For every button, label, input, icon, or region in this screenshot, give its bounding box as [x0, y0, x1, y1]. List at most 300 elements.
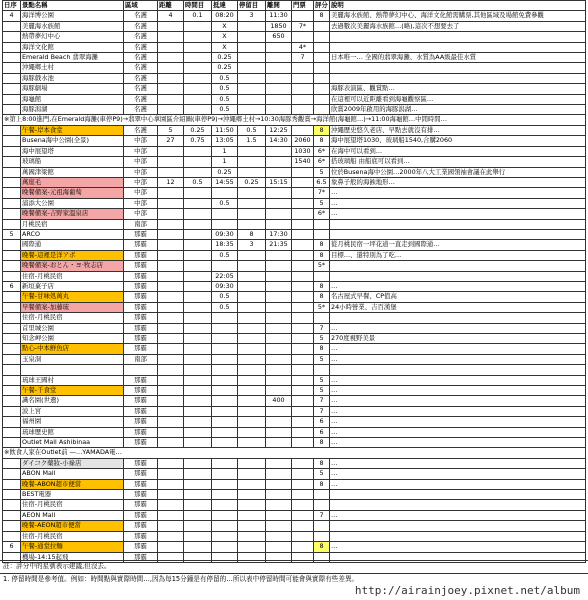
cell-score	[314, 490, 330, 500]
cell-score: 8	[314, 542, 330, 552]
cell-day	[3, 490, 21, 500]
cell-day	[3, 136, 21, 146]
cell-area: 名護	[124, 94, 158, 104]
cell-distance	[158, 229, 184, 239]
note-cell: ※飲食人家在Outlet前 —…YAMADA電…	[3, 448, 586, 458]
table-row	[3, 521, 586, 531]
cell-score: 5*	[314, 302, 330, 312]
table-row	[3, 323, 586, 333]
cell-arrive: 0.5	[212, 94, 238, 104]
cell-area: 那霸	[124, 479, 158, 489]
cell-ticket	[292, 386, 314, 396]
cell-day	[3, 21, 21, 31]
cell-distance	[158, 479, 184, 489]
table-row	[3, 490, 586, 500]
cell-arrive: 0.5	[212, 292, 238, 302]
cell-area: 名護	[124, 11, 158, 21]
cell-time: 0.75	[184, 136, 212, 146]
cell-desc: …	[330, 510, 586, 520]
note-row	[3, 115, 586, 125]
cell-stay: 0.5	[238, 125, 266, 135]
table-row	[3, 417, 586, 427]
cell-desc: …	[330, 323, 586, 333]
cell-score	[314, 313, 330, 323]
cell-arrive: 0.5	[212, 302, 238, 312]
cell-spot: 美麗海水族館	[21, 21, 124, 31]
cell-time	[184, 94, 212, 104]
cell-leave: 11:30	[266, 11, 292, 21]
cell-ticket	[292, 11, 314, 21]
cell-desc: …	[330, 438, 586, 448]
cell-day	[3, 219, 21, 229]
cell-desc: …	[330, 396, 586, 406]
cell-score: 8	[314, 281, 330, 291]
cell-day	[3, 458, 21, 468]
cell-score: 7	[314, 510, 330, 520]
cell-day	[3, 469, 21, 479]
cell-area: 那霸	[124, 240, 158, 250]
cell-spot: 晚餐備案-吉野家溫泉店	[21, 209, 124, 219]
cell-score	[314, 21, 330, 31]
cell-leave	[266, 188, 292, 198]
cell-desc	[330, 365, 586, 375]
cell-time	[184, 229, 212, 239]
cell-day	[3, 240, 21, 250]
table-row	[3, 438, 586, 448]
cell-ticket: 7*	[292, 21, 314, 31]
cell-day	[3, 354, 21, 364]
cell-area: 那霸	[124, 500, 158, 510]
cell-day	[3, 146, 21, 156]
cell-score: 6	[314, 427, 330, 437]
cell-ticket	[292, 365, 314, 375]
cell-area: 那霸	[124, 334, 158, 344]
cell-leave: 14:30	[266, 136, 292, 146]
cell-area: 那霸	[124, 271, 158, 281]
note-cell: ※第上8:00進門,在Emerald海灘(車停P9)→翡翠中心拿園區介紹圖(車停P9)→沖繩鄉土村→10:30海豚秀觀賞→海洋館(海龜館…)→11:00海龜館…中間時間…	[3, 115, 586, 125]
cell-area: 那霸	[124, 469, 158, 479]
cell-leave	[266, 313, 292, 323]
header-area: 區域	[124, 1, 158, 11]
cell-arrive	[212, 323, 238, 333]
cell-day: 6	[3, 542, 21, 552]
cell-area: 中部	[124, 209, 158, 219]
table-row	[3, 271, 586, 281]
cell-desc: 欣賞2009年啟用的海豚潟湖…	[330, 105, 586, 115]
cell-stay	[238, 188, 266, 198]
cell-arrive	[212, 396, 238, 406]
cell-leave	[266, 146, 292, 156]
cell-desc: 24小時營業、吉百漢堡	[330, 302, 586, 312]
cell-distance	[158, 32, 184, 42]
cell-leave	[266, 521, 292, 531]
table-row	[3, 198, 586, 208]
cell-spot: 沖繩鄉土村	[21, 63, 124, 73]
cell-desc: 象鼻子般的海蝕地形…	[330, 177, 586, 187]
cell-time	[184, 458, 212, 468]
cell-spot: 午餐-通堂拉麵	[21, 542, 124, 552]
cell-distance	[158, 146, 184, 156]
cell-desc	[330, 490, 586, 500]
cell-area: 中部	[124, 198, 158, 208]
cell-score	[314, 229, 330, 239]
cell-spot: 國際通	[21, 240, 124, 250]
cell-spot: Emerald Beach 翡翠海灘	[21, 53, 124, 63]
cell-area: 名護	[124, 53, 158, 63]
cell-stay	[238, 510, 266, 520]
table-row	[3, 510, 586, 520]
cell-time	[184, 146, 212, 156]
cell-area: 名護	[124, 32, 158, 42]
cell-score: 5	[314, 375, 330, 385]
cell-day	[3, 125, 21, 135]
cell-spot: 海豚戲水池	[21, 73, 124, 83]
cell-day	[3, 479, 21, 489]
cell-leave	[266, 427, 292, 437]
cell-time	[184, 261, 212, 271]
cell-spot: 午餐-千食堂	[21, 386, 124, 396]
table-row	[3, 53, 586, 63]
cell-area: 那霸	[124, 386, 158, 396]
cell-desc: …	[330, 344, 586, 354]
cell-desc: …	[330, 458, 586, 468]
cell-area: 那霸	[124, 302, 158, 312]
cell-arrive: 09:30	[212, 229, 238, 239]
cell-leave	[266, 406, 292, 416]
cell-time	[184, 521, 212, 531]
cell-day	[3, 188, 21, 198]
cell-time	[184, 406, 212, 416]
cell-time: 0.5	[184, 177, 212, 187]
cell-score	[314, 219, 330, 229]
cell-day	[3, 531, 21, 541]
cell-desc: …	[330, 386, 586, 396]
cell-stay	[238, 354, 266, 364]
cell-leave	[266, 302, 292, 312]
cell-time	[184, 510, 212, 520]
cell-distance	[158, 84, 184, 94]
cell-ticket	[292, 354, 314, 364]
cell-arrive	[212, 531, 238, 541]
cell-score: 6*	[314, 146, 330, 156]
cell-leave	[266, 94, 292, 104]
cell-leave	[266, 292, 292, 302]
cell-arrive: 13:05	[212, 136, 238, 146]
cell-arrive	[212, 469, 238, 479]
cell-day	[3, 32, 21, 42]
cell-desc: 在這裡可以近距離看到海龜觀察區…	[330, 94, 586, 104]
cell-score	[314, 105, 330, 115]
cell-ticket: 1030	[292, 146, 314, 156]
cell-arrive: X	[212, 42, 238, 52]
cell-score	[314, 531, 330, 541]
cell-day	[3, 292, 21, 302]
cell-area: 那霸	[124, 552, 158, 562]
cell-desc	[330, 73, 586, 83]
cell-spot: 琉球歷史館	[21, 427, 124, 437]
table-row	[3, 219, 586, 229]
cell-spot: 萬座毛	[21, 177, 124, 187]
cell-arrive	[212, 354, 238, 364]
cell-desc: …	[330, 354, 586, 364]
cell-arrive: 0.5	[212, 198, 238, 208]
cell-desc	[330, 42, 586, 52]
table-row	[3, 375, 586, 385]
cell-distance	[158, 427, 184, 437]
cell-ticket	[292, 198, 314, 208]
cell-stay	[238, 458, 266, 468]
cell-leave: 21:35	[266, 240, 292, 250]
cell-desc: …	[330, 375, 586, 385]
table-row	[3, 386, 586, 396]
cell-day	[3, 105, 21, 115]
header-desc: 說明	[330, 1, 586, 11]
cell-arrive	[212, 542, 238, 552]
cell-distance	[158, 250, 184, 260]
cell-time	[184, 302, 212, 312]
cell-day	[3, 521, 21, 531]
cell-arrive	[212, 417, 238, 427]
cell-stay	[238, 344, 266, 354]
cell-arrive: 0.25	[212, 53, 238, 63]
cell-stay: 8	[238, 229, 266, 239]
cell-leave	[266, 157, 292, 167]
cell-stay	[238, 469, 266, 479]
cell-leave	[266, 354, 292, 364]
cell-stay	[238, 73, 266, 83]
cell-arrive	[212, 500, 238, 510]
cell-time	[184, 313, 212, 323]
cell-arrive: 22:05	[212, 271, 238, 281]
cell-leave	[266, 105, 292, 115]
cell-spot: 住宿-月桃民宿	[21, 271, 124, 281]
cell-area: 名護	[124, 63, 158, 73]
cell-desc: 在海中可以看到…	[330, 146, 586, 156]
cell-spot: 住宿-月桃民宿	[21, 531, 124, 541]
cell-arrive	[212, 313, 238, 323]
cell-time	[184, 167, 212, 177]
footer-line-2: 1. 停留時間是參考值。例如：時間點與實際時間…,因為每15分鐘是有停留的…所以表中停留時間可能會與實際有些差異。	[0, 573, 588, 586]
cell-distance: 4	[158, 11, 184, 21]
table-row	[3, 209, 586, 219]
cell-score: 7	[314, 396, 330, 406]
cell-area: 那霸	[124, 396, 158, 406]
table-row	[3, 250, 586, 260]
header-spot: 景點名稱	[21, 1, 124, 11]
cell-ticket	[292, 406, 314, 416]
cell-score: 5	[314, 198, 330, 208]
cell-distance	[158, 42, 184, 52]
header-row	[3, 1, 586, 11]
cell-distance	[158, 542, 184, 552]
cell-stay	[238, 542, 266, 552]
cell-ticket: 1540	[292, 157, 314, 167]
cell-day	[3, 344, 21, 354]
cell-ticket	[292, 542, 314, 552]
cell-day	[3, 500, 21, 510]
cell-ticket	[292, 469, 314, 479]
table-row	[3, 354, 586, 364]
cell-stay	[238, 313, 266, 323]
cell-distance: 5	[158, 125, 184, 135]
cell-distance	[158, 21, 184, 31]
cell-distance	[158, 302, 184, 312]
table-row	[3, 240, 586, 250]
cell-distance	[158, 292, 184, 302]
cell-stay	[238, 198, 266, 208]
cell-time	[184, 542, 212, 552]
cell-ticket	[292, 417, 314, 427]
cell-arrive: 0.25	[212, 63, 238, 73]
cell-desc: …	[330, 427, 586, 437]
cell-spot: 晚餐-AEON超市便當	[21, 521, 124, 531]
cell-ticket	[292, 105, 314, 115]
watermark-url: http://airainjoey.pixnet.net/album	[354, 584, 580, 597]
cell-ticket	[292, 209, 314, 219]
table-row	[3, 188, 586, 198]
cell-score: 8	[314, 240, 330, 250]
cell-area: 那霸	[124, 250, 158, 260]
cell-distance	[158, 105, 184, 115]
table-row	[3, 531, 586, 541]
cell-desc	[330, 531, 586, 541]
cell-distance	[158, 531, 184, 541]
cell-stay	[238, 167, 266, 177]
cell-area: 名護	[124, 21, 158, 31]
cell-day	[3, 417, 21, 427]
cell-score: 8	[314, 11, 330, 21]
cell-arrive: 11:50	[212, 125, 238, 135]
cell-time	[184, 281, 212, 291]
cell-score: 5	[314, 386, 330, 396]
cell-score: 8	[314, 458, 330, 468]
cell-score: 7*	[314, 188, 330, 198]
cell-spot: 首里城公園	[21, 323, 124, 333]
cell-stay	[238, 261, 266, 271]
cell-arrive: 14:55	[212, 177, 238, 187]
cell-desc: …	[330, 198, 586, 208]
cell-score	[314, 365, 330, 375]
cell-day	[3, 94, 21, 104]
cell-ticket	[292, 396, 314, 406]
cell-day	[3, 63, 21, 73]
cell-time	[184, 469, 212, 479]
cell-day	[3, 510, 21, 520]
cell-spot: 點心-中本鮮魚店	[21, 344, 124, 354]
cell-stay	[238, 531, 266, 541]
cell-day	[3, 323, 21, 333]
cell-day	[3, 209, 21, 219]
cell-ticket	[292, 521, 314, 531]
cell-day	[3, 406, 21, 416]
cell-spot: 海龜館	[21, 94, 124, 104]
cell-leave	[266, 250, 292, 260]
cell-stay	[238, 365, 266, 375]
cell-stay	[238, 209, 266, 219]
cell-ticket: 7	[292, 53, 314, 63]
cell-time	[184, 354, 212, 364]
cell-arrive	[212, 334, 238, 344]
table-row	[3, 167, 586, 177]
cell-spot: 海豚劇場	[21, 84, 124, 94]
cell-ticket	[292, 458, 314, 468]
cell-day: 5	[3, 229, 21, 239]
cell-ticket	[292, 32, 314, 42]
cell-time	[184, 21, 212, 31]
cell-leave	[266, 63, 292, 73]
footer-line-1: 註：評分中的星號表示建議,但沒去。	[0, 560, 588, 573]
cell-spot: 海洋文化館	[21, 42, 124, 52]
cell-desc: …	[330, 469, 586, 479]
cell-score	[314, 63, 330, 73]
cell-spot: 萬國津梁館	[21, 167, 124, 177]
cell-stay	[238, 438, 266, 448]
cell-day	[3, 438, 21, 448]
cell-day	[3, 42, 21, 52]
cell-distance	[158, 365, 184, 375]
cell-area: 中部	[124, 188, 158, 198]
itinerary-table	[2, 0, 586, 563]
table-row	[3, 479, 586, 489]
cell-score: 7	[314, 323, 330, 333]
cell-distance	[158, 417, 184, 427]
cell-distance	[158, 490, 184, 500]
cell-desc: 搭玻璃船 由船底可以看到…	[330, 157, 586, 167]
table-row	[3, 229, 586, 239]
cell-area: 那霸	[124, 490, 158, 500]
cell-ticket	[292, 177, 314, 187]
cell-spot: 午餐-甘味処萬丸	[21, 292, 124, 302]
cell-ticket	[292, 292, 314, 302]
table-row	[3, 73, 586, 83]
cell-score	[314, 42, 330, 52]
cell-time	[184, 271, 212, 281]
cell-spot: 住宿-月桃民宿	[21, 500, 124, 510]
cell-distance	[158, 510, 184, 520]
cell-leave: 1850	[266, 21, 292, 31]
cell-area: 名護	[124, 105, 158, 115]
cell-spot: BEST電器	[21, 490, 124, 500]
cell-distance	[158, 157, 184, 167]
cell-time	[184, 105, 212, 115]
table-row	[3, 396, 586, 406]
cell-time	[184, 73, 212, 83]
cell-spot: 熱帶夢幻中心	[21, 32, 124, 42]
table-row	[3, 458, 586, 468]
table-row	[3, 344, 586, 354]
cell-stay: 0.25	[238, 177, 266, 187]
cell-area: 那霸	[124, 417, 158, 427]
cell-day: 4	[3, 11, 21, 21]
cell-spot: 波上宮	[21, 406, 124, 416]
note-row	[3, 448, 586, 458]
cell-desc: 日本唯一… 全國的翡翠海灘、水質為AA級最佳水質	[330, 53, 586, 63]
cell-time	[184, 157, 212, 167]
cell-time	[184, 344, 212, 354]
cell-desc: …	[330, 406, 586, 416]
cell-score: 7	[314, 406, 330, 416]
cell-spot: 海豚潟湖	[21, 105, 124, 115]
cell-day	[3, 84, 21, 94]
cell-score: 8	[314, 344, 330, 354]
cell-area: 那霸	[124, 313, 158, 323]
table-row	[3, 261, 586, 271]
cell-arrive: 09:30	[212, 281, 238, 291]
cell-distance: 27	[158, 136, 184, 146]
cell-desc	[330, 63, 586, 73]
cell-stay	[238, 53, 266, 63]
cell-distance	[158, 261, 184, 271]
